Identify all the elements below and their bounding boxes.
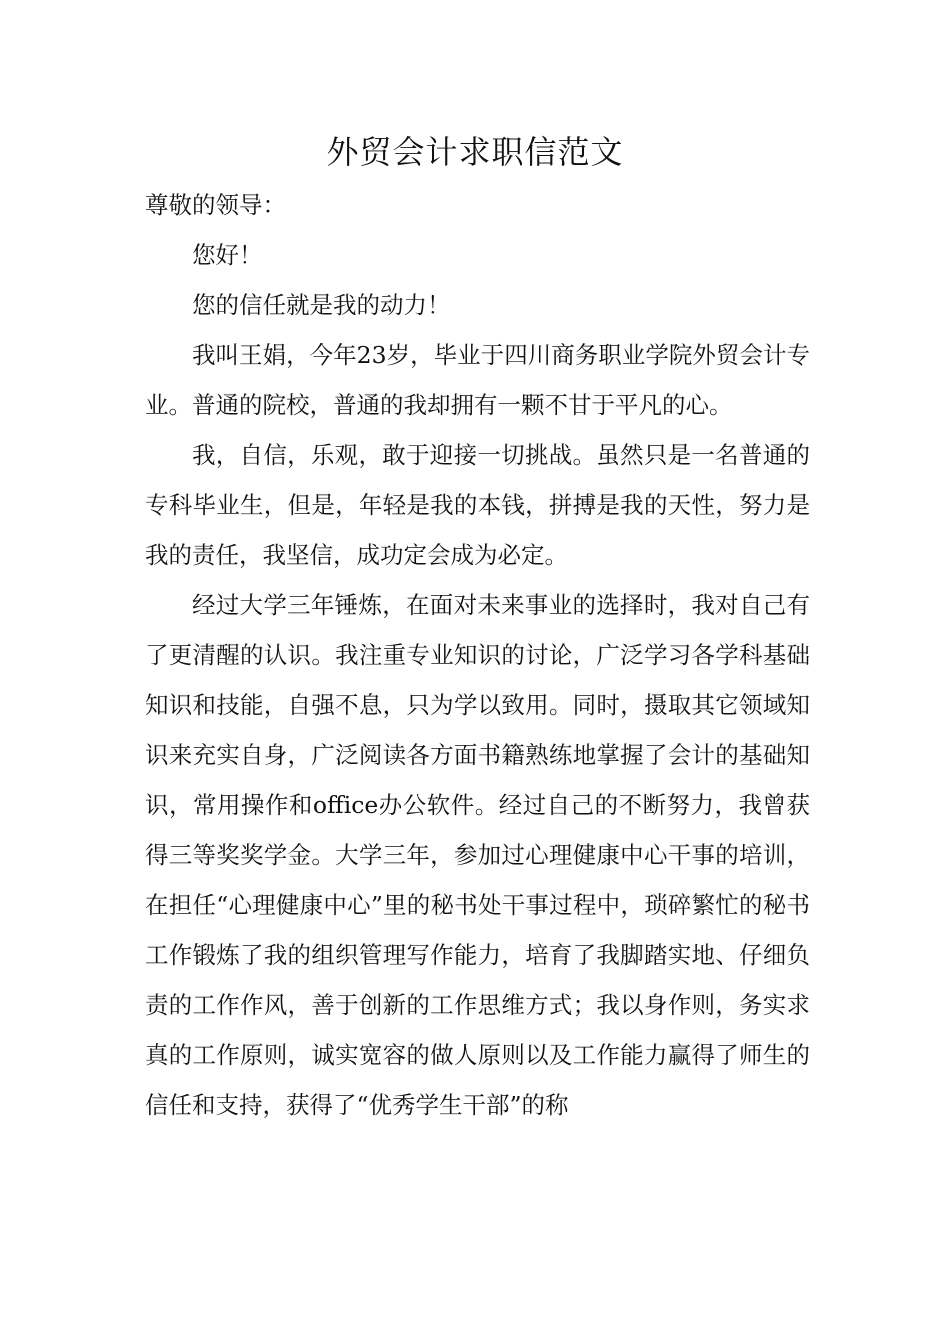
paragraph-introduction: 我叫王娟，今年23岁，毕业于四川商务职业学院外贸会计专业。普通的院校，普通的我却拥有一颗不甘于平凡的心。 [145, 341, 810, 419]
paragraph-experience: 经过大学三年锤炼，在面对未来事业的选择时，我对自己有了更清醒的认识。我注重专业知识的讨论，广泛学习各学科基础知识和技能，自强不息，只为学以致用。同时，摄取其它领域知识来充实自身，广泛阅读各方面书籍熟练地掌握了会计的基础知识，常用操作和office办公软件。经过自己的不断努力，我曾获得三等奖奖学金。大学三年，参加过心理健康中心干事的培训，在担任“心理健康中心”里的秘书处干事过程中，琐碎繁忙的秘书工作锻炼了我的组织管理写作能力，培育了我脚踏实地、仔细负责的工作作风，善于创新的工作思维方式；我以身作则，务实求真的工作原则，诚实宽容的做人原则以及工作能力赢得了师生的信任和支持，获得了“优秀学生干部”的称 [145, 591, 810, 1119]
paragraph-greeting: 您好！ [192, 241, 263, 269]
document-title: 外贸会计求职信范文 [326, 133, 624, 171]
letter-body [145, 180, 810, 1130]
salutation: 尊敬的领导： [145, 191, 286, 219]
paragraph-motivation: 您的信任就是我的动力！ [192, 291, 451, 319]
paragraph-personality: 我，自信，乐观，敢于迎接一切挑战。虽然只是一名普通的专科毕业生，但是，年轻是我的本钱，拼搏是我的天性，努力是我的责任，我坚信，成功定会成为必定。 [145, 441, 810, 569]
